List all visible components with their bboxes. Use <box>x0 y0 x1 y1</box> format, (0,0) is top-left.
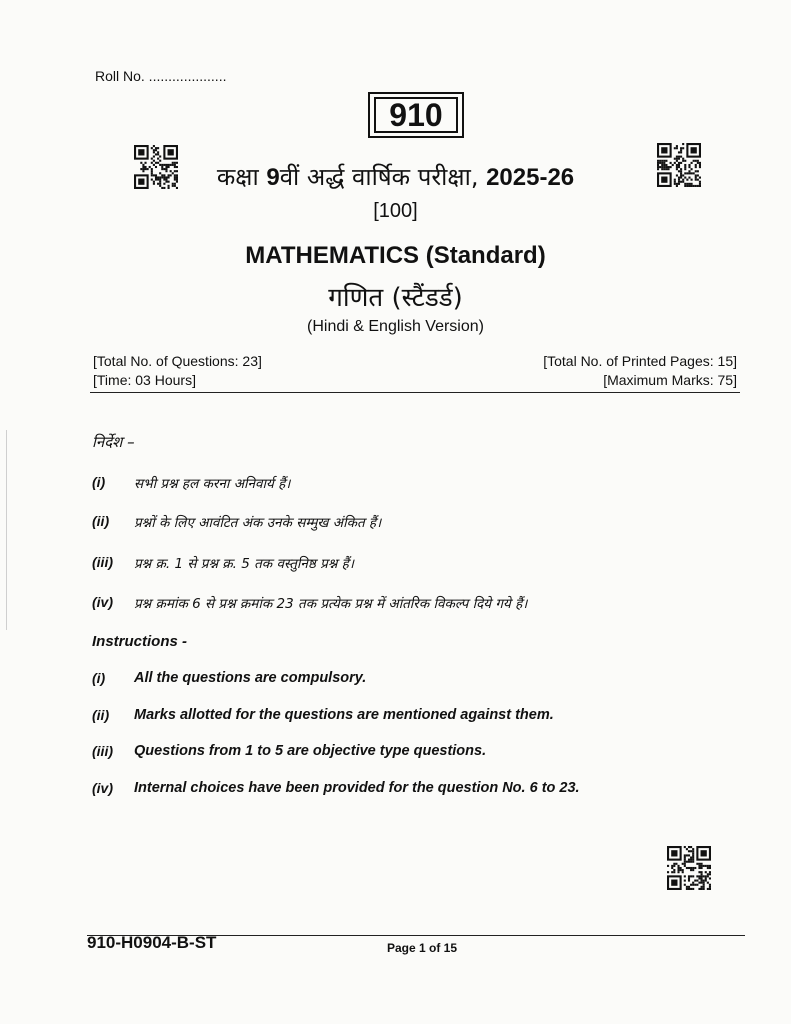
subject-title: MATHEMATICS (Standard) <box>245 242 546 269</box>
instruction-item <box>92 743 486 759</box>
instruction-item <box>92 670 366 686</box>
exam-title-prefix: कक्षा <box>216 163 267 191</box>
paper-code-box <box>368 92 464 138</box>
item-number: (i) <box>92 474 106 490</box>
item-number: (iv) <box>92 780 113 796</box>
item-number: (i) <box>92 670 106 686</box>
exam-title <box>0 160 791 193</box>
version-label: (Hindi & English Version) <box>307 318 484 335</box>
roll-number: Roll No. .................... <box>95 68 227 84</box>
total-marks-badge: [100] <box>373 200 418 222</box>
meta-left <box>93 352 262 390</box>
subject-title-hindi: गणित (स्टैंडर्ड) <box>328 283 463 313</box>
item-text: प्रश्नों के लिए आवंटित अंक उनके सम्मुख अंकित हैं। <box>134 515 382 531</box>
header-divider <box>90 392 740 393</box>
exam-title-year: 2025-26 <box>486 164 575 191</box>
qr-code-icon <box>667 846 711 890</box>
item-number: (ii) <box>92 513 110 529</box>
item-number: (ii) <box>92 707 110 723</box>
instruction-hindi-item <box>92 554 354 572</box>
instruction-hindi-item <box>92 594 527 612</box>
exam-title-class: 9 <box>266 164 280 191</box>
item-text: Internal choices have been provided for the question No. 6 to 23. <box>134 780 580 796</box>
exam-time: [Time: 03 Hours] <box>93 372 196 388</box>
instructions-heading-hindi: निर्देश – <box>92 433 135 451</box>
item-number: (iii) <box>92 554 113 570</box>
printed-pages: [Total No. of Printed Pages: 15] <box>543 353 737 369</box>
item-text: Questions from 1 to 5 are objective type questions. <box>134 743 487 759</box>
instruction-item <box>92 780 580 796</box>
maximum-marks: [Maximum Marks: 75] <box>603 372 737 388</box>
item-text: All the questions are compulsory. <box>134 670 367 686</box>
instructions-heading: Instructions - <box>92 633 188 650</box>
paper-code: 910 <box>374 97 458 133</box>
page-number: Page 1 of 15 <box>387 941 458 955</box>
instruction-hindi-item <box>92 513 381 531</box>
instruction-item <box>92 707 554 723</box>
item-text: Marks allotted for the questions are mentioned against them. <box>134 707 554 723</box>
item-number: (iii) <box>92 743 113 759</box>
item-number: (iv) <box>92 594 113 610</box>
footer-paper-code: 910-H0904-B-ST <box>87 933 217 952</box>
item-text: सभी प्रश्न हल करना अनिवार्य हैं। <box>134 476 291 492</box>
exam-title-middle: वीं अर्द्ध वार्षिक परीक्षा, <box>279 163 487 191</box>
meta-right <box>543 352 737 390</box>
total-questions: [Total No. of Questions: 23] <box>93 353 262 369</box>
scan-edge-mark <box>6 430 7 630</box>
instruction-hindi-item <box>92 474 290 492</box>
item-text: प्रश्न क्रमांक 6 से प्रश्न क्रमांक 23 तक प्रत्येक प्रश्न में आंतरिक विकल्प दिये गये हैं। <box>134 596 528 612</box>
item-text: प्रश्न क्र. 1 से प्रश्न क्र. 5 तक वस्तुनिष्ठ प्रश्न हैं। <box>134 556 354 572</box>
